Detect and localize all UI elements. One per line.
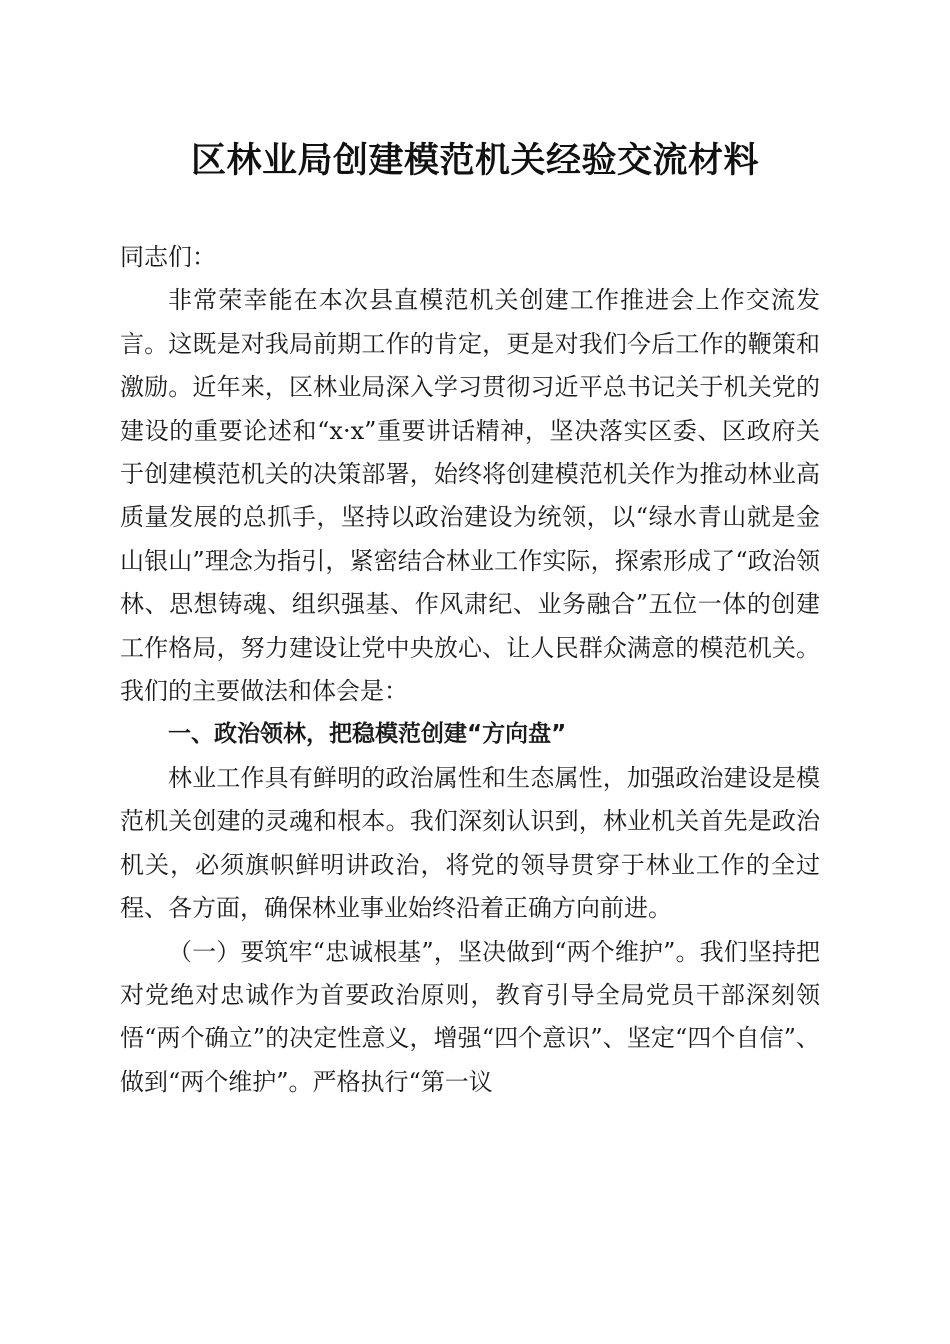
document-body bbox=[120, 236, 820, 1104]
section-1-paragraph: 林业工作具有鲜明的政治属性和生态属性，加强政治建设是模范机关创建的灵魂和根本。我们深刻认识到，林业机关首先是政治机关，必须旗帜鲜明讲政治，将党的领导贯穿于林业工作的全过程、各方面，确保林业事业始终沿着正确方向前进。 bbox=[120, 763, 820, 923]
intro-paragraph: 非常荣幸能在本次县直模范机关创建工作推进会上作交流发言。这既是对我局前期工作的肯定，更是对我们今后工作的鞭策和激励。近年来，区林业局深入学习贯彻习近平总书记关于机关党的建设的重要论述和“x·x”重要讲话精神，坚决落实区委、区政府关于创建模范机关的决策部署，始终将创建模范机关作为推动林业高质量发展的总抓手，坚持以政治建设为统领，以“绿水青山就是金山银山”理念为指引，紧密结合林业工作实际，探索形成了“政治领林、思想铸魂、组织强基、作风肃纪、业务融合”五位一体的创建工作格局，努力建设让党中央放心、让人民群众满意的模范机关。我们的主要做法和体会是： bbox=[120, 286, 820, 706]
subsection-1-paragraph: （一）要筑牢“忠诚根基”，坚决做到“两个维护”。我们坚持把对党绝对忠诚作为首要政治原则，教育引导全局党员干部深刻领悟“两个确立”的决定性意义，增强“四个意识”、坚定“四个自信”、做到“两个维护”。严格执行“第一议 bbox=[120, 937, 820, 1096]
section-heading-1: 一、政治领林，把稳模范创建“方向盘” bbox=[168, 721, 567, 748]
document-title: 区林业局创建模范机关经验交流材料 bbox=[190, 140, 759, 181]
salutation: 同志们： bbox=[120, 243, 216, 271]
